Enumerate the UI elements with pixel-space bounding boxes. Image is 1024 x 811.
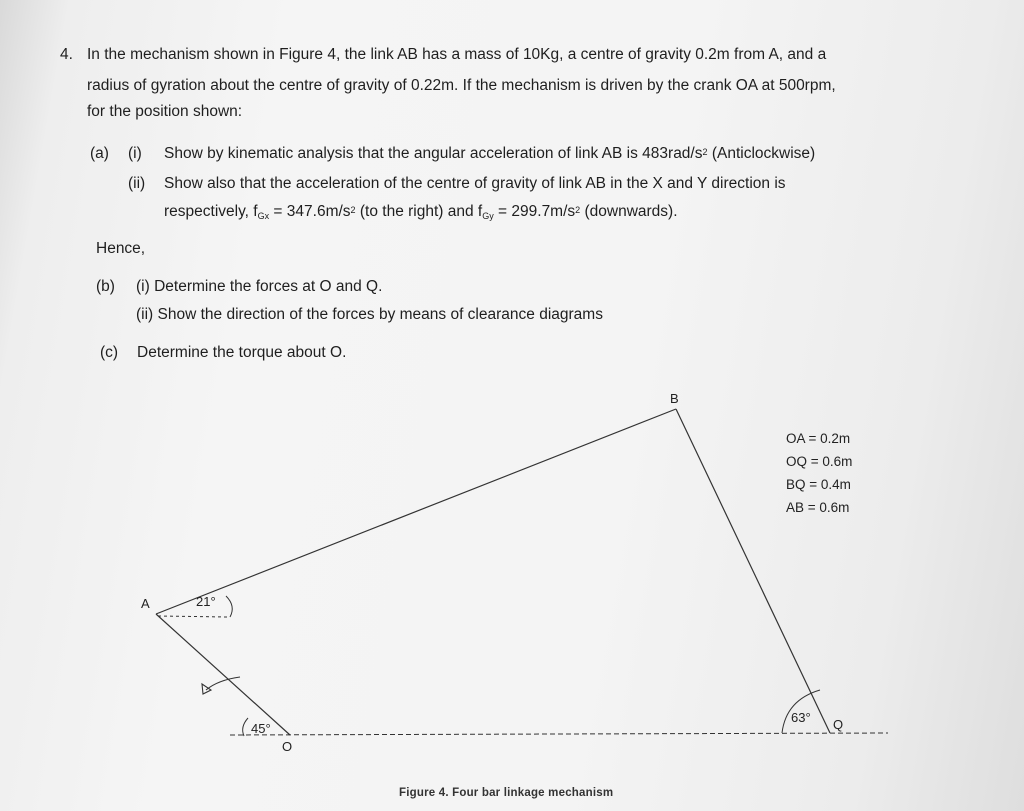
- link-ab: [156, 409, 676, 614]
- part-b-i-text: (i) Determine the forces at O and Q.: [136, 278, 383, 295]
- question-intro-line-1: In the mechanism shown in Figure 4, the link AB has a mass of 10Kg, a centre of gravity 0.2m from A, and a: [87, 46, 827, 63]
- point-label-q: Q: [833, 717, 844, 732]
- reference-line-a: [158, 616, 228, 617]
- question-intro-line-2: radius of gyration about the centre of gravity of 0.22m. If the mechanism is driven by the crank OA at 500rpm,: [87, 77, 836, 94]
- dimension-ab: AB = 0.6m: [786, 500, 850, 515]
- part-a-ii-accelerations: respectively, $f_{Gx} = 347.6m/s^2$ (to the right) and $f_{Gy} = 299.7m/s^2$ (downwards).: [164, 203, 678, 221]
- figure-caption: Figure 4. Four bar linkage mechanism: [399, 787, 614, 799]
- question-number: 4.: [60, 46, 73, 63]
- part-a-ii-label: (ii): [128, 175, 146, 192]
- part-a-label: (a): [90, 145, 109, 162]
- angle-arc-a: [226, 596, 232, 617]
- point-label-a: A: [141, 596, 150, 611]
- part-a-ii-text: Show also that the acceleration of the centre of gravity of link AB in the X and Y direction is: [164, 175, 786, 192]
- part-b-ii-text: (ii) Show the direction of the forces by means of clearance diagrams: [136, 306, 603, 323]
- point-label-o: O: [282, 739, 293, 754]
- dimension-oa: OA = 0.2m: [786, 431, 851, 446]
- part-c-text: Determine the torque about O.: [137, 344, 347, 361]
- hence-text: Hence,: [96, 240, 146, 257]
- angle-label-a: 21°: [196, 594, 216, 609]
- question-intro-line-3: for the position shown:: [87, 103, 243, 120]
- dimension-bq: BQ = 0.4m: [786, 477, 851, 492]
- part-a-i-label: (i): [128, 145, 142, 162]
- point-label-b: B: [670, 391, 679, 406]
- angle-arc-o: [243, 718, 248, 736]
- ground-line-oq: [230, 733, 888, 735]
- angle-label-q: 63°: [791, 710, 811, 725]
- angle-label-o: 45°: [251, 721, 271, 736]
- part-c-label: (c): [100, 344, 119, 361]
- part-b-label: (b): [96, 278, 115, 295]
- part-a-i-text: Show by kinematic analysis that the angular acceleration of link AB is $483rad/s^2$ (Anticlockwise): [164, 145, 816, 162]
- crank-oa: [156, 614, 290, 735]
- dimension-oq: OQ = 0.6m: [786, 454, 853, 469]
- crank-rotation-arc: [206, 677, 240, 690]
